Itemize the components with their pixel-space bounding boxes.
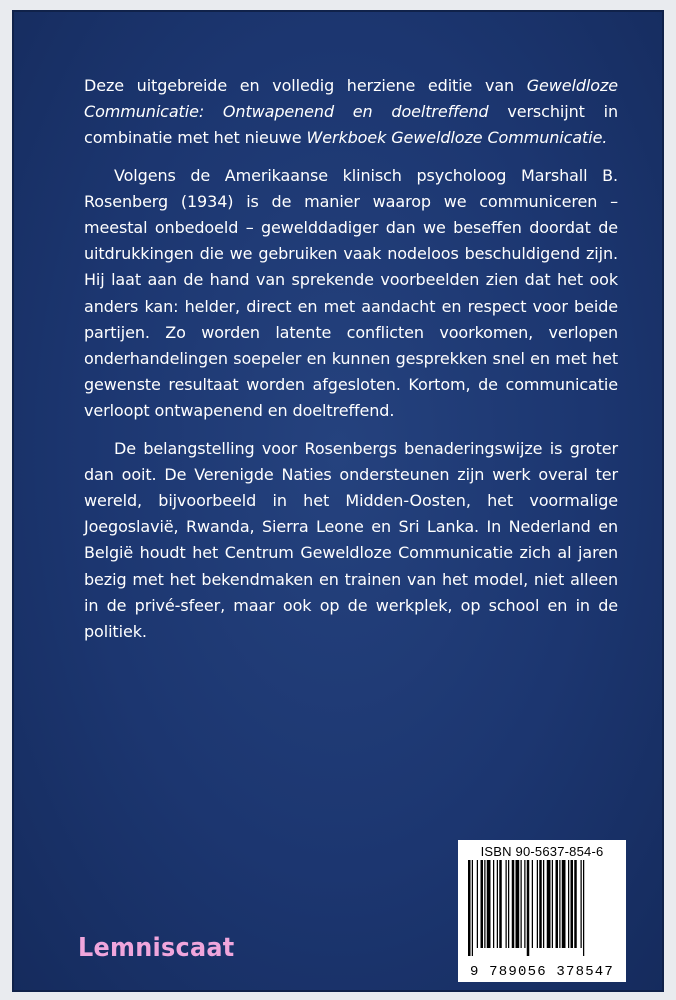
barcode-bar [547, 860, 551, 948]
blurb-paragraph-1: Deze uitgebreide en volledig herziene editie van Geweldloze Communicatie: Ontwapenend en doeltreffend verschijnt in combinatie met het nieuwe Werkboek Geweldloze Communicatie. [84, 76, 618, 148]
barcode-bar [556, 860, 559, 948]
barcode-bar [581, 860, 582, 948]
workbook-title: Werkboek Geweldloze Communicatie. [306, 128, 608, 148]
barcode-bar [521, 860, 522, 948]
barcode-bar [539, 860, 542, 948]
blurb-text [84, 73, 618, 645]
barcode-bar [568, 860, 569, 948]
book-title: Geweldloze Communicatie: Ontwapenend en doeltreffend [84, 76, 618, 122]
barcode-bar [512, 860, 515, 948]
barcode-bar [574, 860, 577, 948]
barcode-bar [527, 860, 530, 956]
barcode-bar [537, 860, 538, 948]
blurb-paragraph-2: Volgens de Amerikaanse klinisch psycholoog Marshall B. Rosenberg (1934) is de manier waarop we communiceren – meestal onbedoeld – gewelddadiger dan we beseffen doordat de uitdrukkingen die we gebruiken vaak nodeloos beschuldigend zijn. Hij laat aan de hand van sprekende voorbeelden zien dat het ook anders kan: helder, direct en met aandacht en respect voor beide partijen. Zo worden latente conflicten voorkomen, verlopen onderhandelingen soepeler en kunnen gesprekken snel en met het gewenste resultaat worden afgesloten. Kortom, de communicatie verloopt ontwapenend en doeltreffend. [84, 165, 618, 421]
isbn-number: ISBN 90-5637-854-6 [480, 844, 604, 859]
barcode-bar [472, 860, 473, 956]
barcode-bar [583, 860, 584, 956]
publisher-logo: Lemniscaat [78, 933, 235, 963]
blurb-paragraph-3: De belangstelling voor Rosenbergs benaderingswijze is groter dan ooit. De Verenigde Naties ondersteunen zijn werk overal ter wereld, bijvoorbeeld in het Midden-Oosten, het voormalige Joegoslavië, Rwanda, Sierra Leone en Sri Lanka. In Nederland en België houdt het Centrum Geweldloze Communicatie zich al jaren bezig met het bekendmaken en trainen van het model, niet alleen in de privé-sfeer, maar ook op de werkplek, op school en in de politiek. [84, 438, 618, 642]
barcode-bar [552, 860, 553, 948]
barcode-bar [562, 860, 566, 948]
barcode-bar [532, 860, 533, 948]
barcode-bar [506, 860, 507, 948]
barcode-bar [497, 860, 498, 948]
barcode-bar [559, 860, 560, 948]
barcode-bar [481, 860, 484, 948]
barcode-bar [499, 860, 502, 948]
barcode-bars [462, 860, 622, 956]
barcode-bar [508, 860, 509, 948]
barcode-bar [487, 860, 491, 948]
barcode-bar [468, 860, 471, 956]
ean-number: 9 789056 378547 [469, 964, 615, 980]
barcode-bar [493, 860, 494, 948]
isbn-barcode [458, 840, 626, 982]
barcode-bar [516, 860, 520, 948]
barcode-bar [571, 860, 574, 948]
barcode-bar [524, 860, 525, 948]
barcode-bar [484, 860, 485, 948]
barcode-bar [477, 860, 478, 948]
barcode-bar [543, 860, 544, 948]
